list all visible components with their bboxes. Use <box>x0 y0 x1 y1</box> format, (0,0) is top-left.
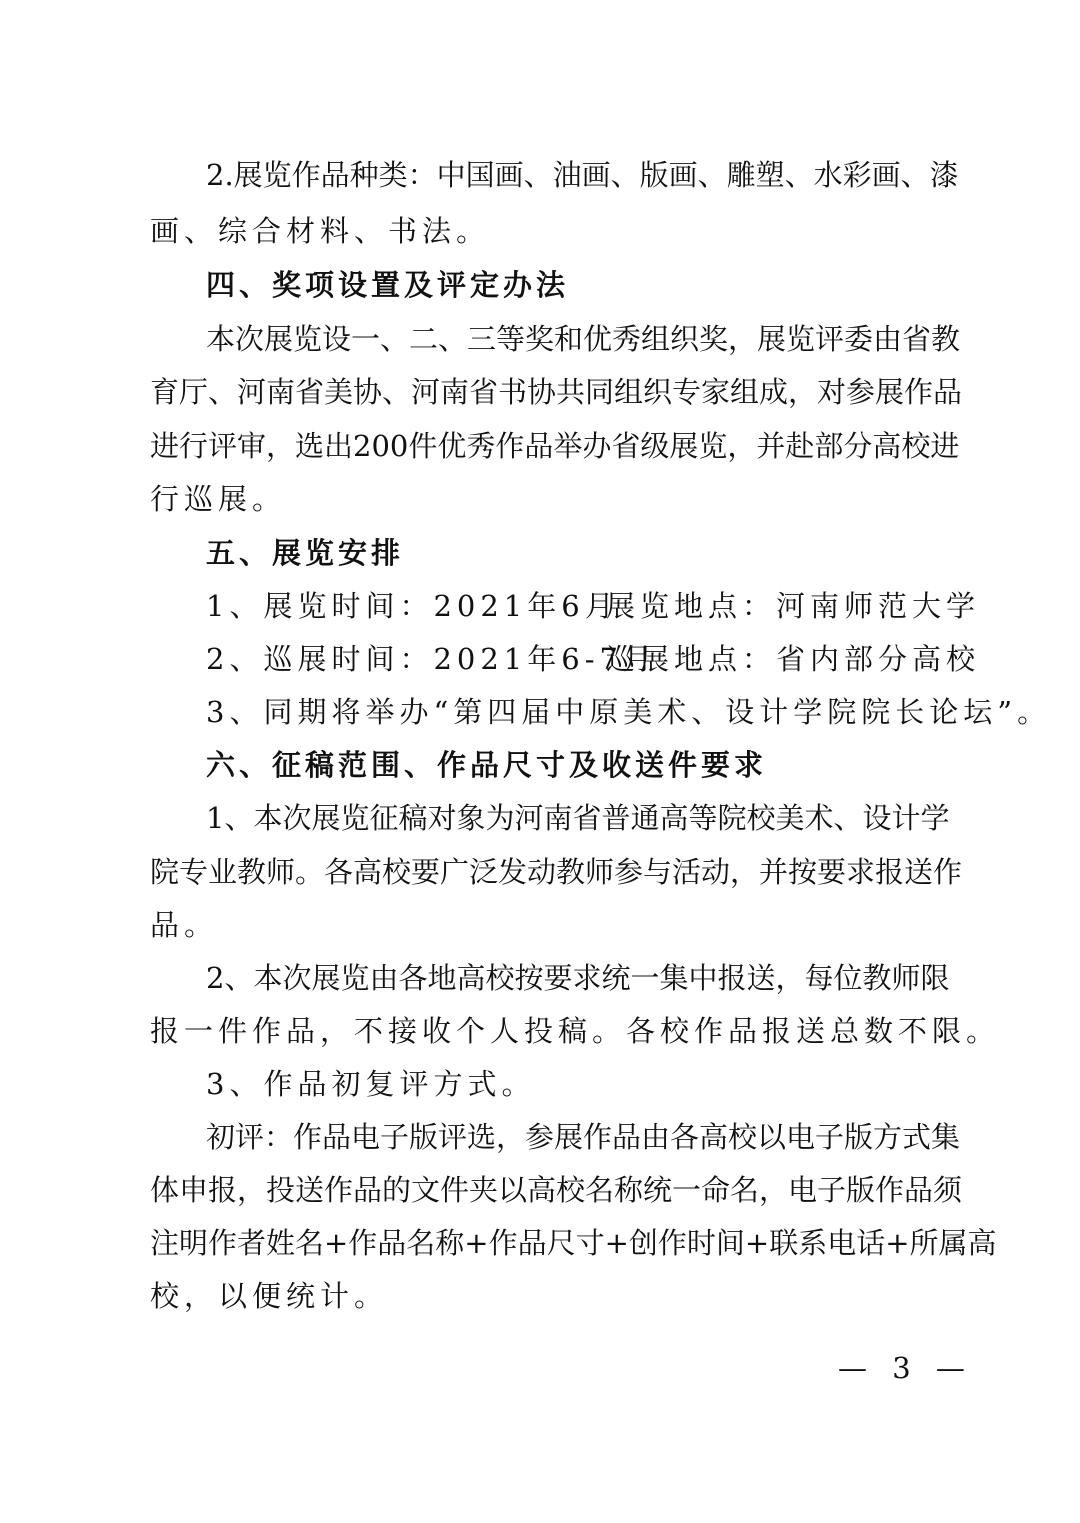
schedule-row-2 <box>206 639 981 679</box>
paragraph-line: 2.展览作品种类：中国画、油画、版画、雕塑、水彩画、漆 <box>206 158 959 192</box>
schedule-place: 巡展地点：省内部分高校 <box>606 642 981 676</box>
paragraph-line: 注明作者姓名+作品名称+作品尺寸+创作时间+联系电话+所属高 <box>150 1226 997 1260</box>
paragraph-line: 初评：作品电子版评选，参展作品由各高校以电子版方式集 <box>206 1120 961 1154</box>
paragraph-line: 3、作品初复评方式。 <box>206 1067 536 1101</box>
section-heading-5: 五、展览安排 <box>206 536 405 570</box>
section-heading-6: 六、征稿范围、作品尺寸及收送件要求 <box>206 748 768 782</box>
paragraph-line: 3、同期将举办“第四届中原美术、设计学院院长论坛”。 <box>206 695 1052 729</box>
schedule-time: 1、展览时间：2021年6月 <box>206 589 619 623</box>
section-heading-4: 四、奖项设置及评定办法 <box>206 268 570 302</box>
paragraph-line: 进行评审，选出200件优秀作品举办省级展览，并赴部分高校进 <box>150 429 960 463</box>
schedule-time: 2、巡展时间：2021年6-7月 <box>206 642 657 676</box>
paragraph-line: 1、本次展览征稿对象为河南省普通高等院校美术、设计学 <box>206 801 950 835</box>
paragraph-line: 本次展览设一、二、三等奖和优秀组织奖，展览评委由省教 <box>206 322 961 356</box>
paragraph-line: 育厅、河南省美协、河南省书协共同组织专家组成，对参展作品 <box>150 375 963 409</box>
paragraph-line: 体申报，投送作品的文件夹以高校名称统一命名，电子版作品须 <box>150 1173 963 1207</box>
paragraph-line: 画、综合材料、书法。 <box>150 214 491 248</box>
schedule-place: 展览地点：河南师范大学 <box>606 589 981 623</box>
paragraph-line: 品。 <box>150 908 219 942</box>
paragraph-line: 2、本次展览由各地高校按要求统一集中报送，每位教师限 <box>206 961 950 995</box>
paragraph-line: 校，以便统计。 <box>150 1279 389 1313</box>
paragraph-line: 报一件作品，不接收个人投稿。各校作品报送总数不限。 <box>150 1014 1001 1048</box>
paragraph-line: 行巡展。 <box>150 482 287 516</box>
paragraph-line: 院专业教师。各高校要广泛发动教师参与活动，并按要求报送作 <box>150 855 963 889</box>
schedule-row-1 <box>206 586 981 626</box>
page-number: — 3 — <box>838 1351 973 1385</box>
